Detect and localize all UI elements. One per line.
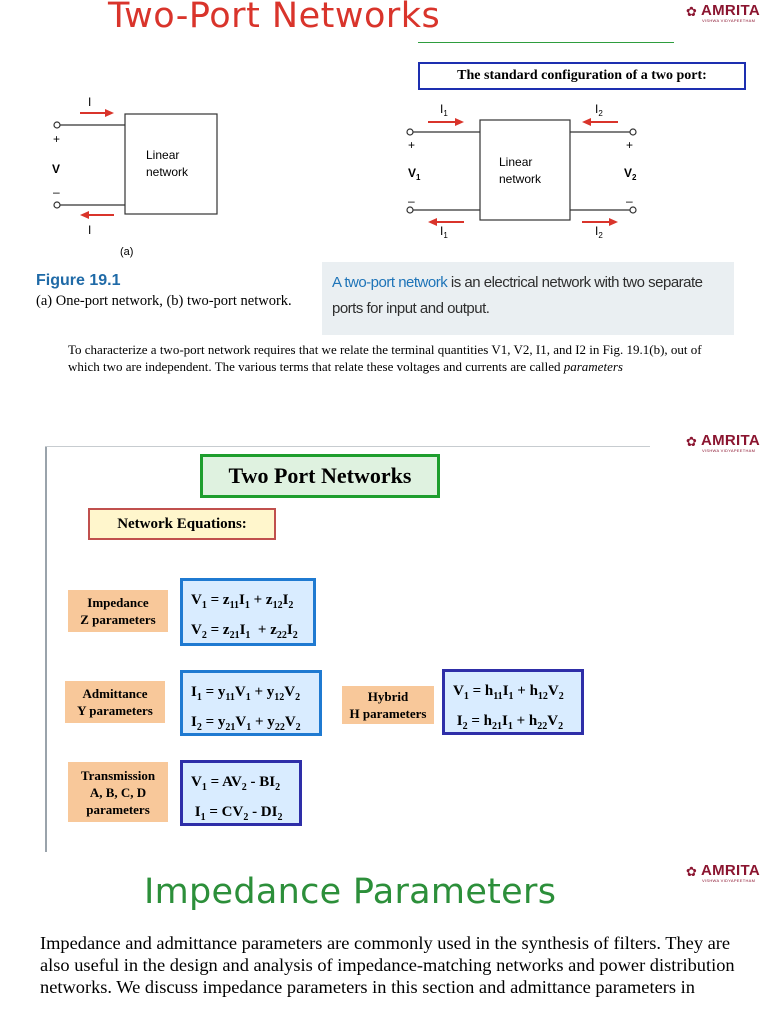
logo-tagline: VISHWA VIDYAPEETHAM — [702, 448, 756, 453]
fig-a-minus: – — [53, 185, 60, 199]
impedance-paragraph: Impedance and admittance parameters are commonly used in the synthesis of filters. They are also useful in the design and analysis of impedance-matching networks and power distribution networks. We discuss impedance parameters in this section and admittance parameters in — [40, 933, 735, 997]
fig-b-box-line2: network — [499, 172, 542, 186]
one-port-diagram — [40, 96, 240, 226]
fig-a-plus: + — [53, 132, 61, 146]
characterize-paragraph: To characterize a two-port network requires that we relate the terminal quantities V1, V2, I1, and I2 in Fig. 19.1(b), out of which two are independent. The various terms that relate these voltages and currents are called parameters — [68, 342, 702, 374]
fig-b-i2-bottom: $I_2$ — [595, 224, 603, 240]
figure-label: Figure 19.1 — [36, 272, 121, 289]
fig-a-current-bottom: I — [88, 223, 92, 237]
abcd-parameter-equations: $V_1 = AV_2 - BI_2$ $I_1 = CV_2 - DI_2$ — [180, 760, 302, 826]
standard-config-box: The standard configuration of a two port: — [418, 62, 746, 90]
amrita-logo — [686, 432, 768, 456]
fig-a-box-line1: Linear — [146, 148, 180, 162]
impedance-label: Impedance Z parameters — [68, 590, 168, 632]
fig-b-plus-left: + — [408, 138, 416, 152]
logo-tagline: VISHWA VIDYAPEETHAM — [702, 18, 756, 23]
slide2-title: Two Port Networks — [200, 454, 440, 498]
lotus-icon: ✿ — [686, 435, 697, 450]
fig-b-v2: $V_2$ — [624, 166, 637, 182]
two-port-definition — [332, 270, 727, 322]
fig-a-panel-label: (a) — [120, 246, 134, 258]
amrita-logo — [686, 862, 768, 886]
linear-network-box — [125, 114, 217, 214]
definition-rest: is an electrical network with two separate ports for input and output. — [332, 274, 703, 317]
title-underline — [418, 42, 674, 43]
logo-name: AMRITA — [701, 862, 761, 879]
slide1-title: Two-Port Networks — [108, 0, 441, 36]
h-parameter-equations: $V_1 = h_{11}I_1 + h_{12}V_2$ $I_2 = h_{21}I_1 + h_{22}V_2$ — [442, 669, 584, 735]
terminal-bottom — [54, 202, 60, 208]
slide2-top-border — [45, 446, 650, 447]
fig-b-i1-top: $I_1$ — [440, 102, 448, 118]
fig-b-plus-right: + — [626, 138, 634, 152]
network-equations-label: Network Equations: — [88, 508, 276, 540]
slide2-left-border — [45, 446, 47, 852]
slide3-title: Impedance Parameters — [144, 872, 557, 912]
logo-name: AMRITA — [701, 432, 761, 449]
linear-network-box — [480, 120, 570, 220]
fig-b-v1: $V_1$ — [408, 166, 421, 182]
definition-highlight: A two-port network — [332, 274, 448, 291]
lotus-icon: ✿ — [686, 865, 697, 880]
logo-name: AMRITA — [701, 2, 761, 19]
fig-a-box-line2: network — [146, 165, 189, 179]
admittance-label: Admittance Y parameters — [65, 681, 165, 723]
transmission-label: Transmission A, B, C, D parameters — [68, 762, 168, 822]
fig-a-current-top: I — [88, 95, 92, 109]
y-parameter-equations: $I_1 = y_{11}V_1 + y_{12}V_2$ $I_2 = y_{21}V_1 + y_{22}V_2$ — [180, 670, 322, 736]
lotus-icon: ✿ — [686, 5, 697, 20]
fig-b-i1-bottom: $I_1$ — [440, 224, 448, 240]
amrita-logo — [686, 2, 768, 26]
hybrid-label: Hybrid H parameters — [342, 686, 434, 724]
fig-b-box-line1: Linear — [499, 155, 533, 169]
figure-caption: (a) One-port network, (b) two-port network. — [36, 293, 292, 309]
terminal-top — [54, 122, 60, 128]
fig-b-minus-right: – — [626, 194, 633, 208]
fig-a-voltage: V — [52, 162, 61, 176]
parameters-term: parameters — [563, 359, 623, 374]
z-parameter-equations: $V_1 = z_{11}I_1 + z_{12}I_2$ $V_2 = z_{21}I_1 + z_{22}I_2$ — [180, 578, 316, 646]
fig-b-minus-left: – — [408, 194, 415, 208]
fig-b-i2-top: $I_2$ — [595, 102, 603, 118]
logo-tagline: VISHWA VIDYAPEETHAM — [702, 878, 756, 883]
